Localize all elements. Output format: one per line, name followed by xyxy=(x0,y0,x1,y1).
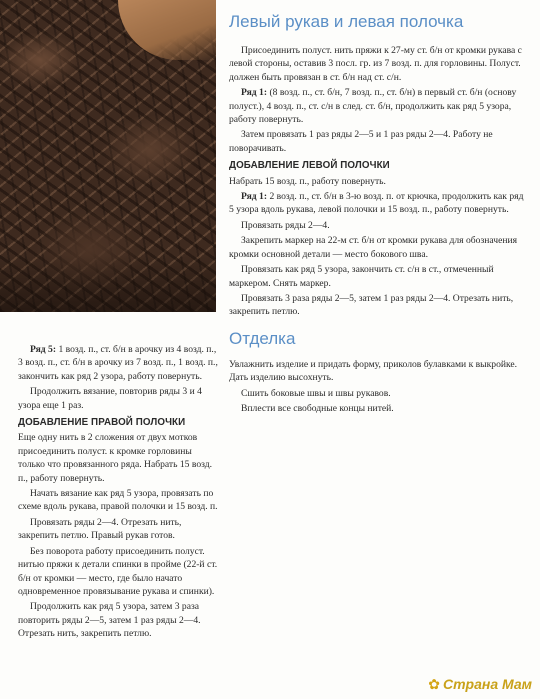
subheading-left-front: ДОБАВЛЕНИЕ ЛЕВОЙ ПОЛОЧКИ xyxy=(229,160,390,172)
flower-logo-icon: ✿ xyxy=(428,676,440,692)
paragraph: Присоединить полуст. нить пряжи к 27-му ст. б/н от кромки рукава с левой стороны, оставив 3 посл. гр. из 7 возд. п. для горловины. Полуст. должен быть провязан в ст. б/н над ст. с/н. xyxy=(229,45,522,83)
paragraph: Еще одну нить в 2 сложения от двух мотков присоединить полуст. к кромке горловины только что провязанного ряда. Набрать 15 возд. п., работу повернуть. xyxy=(18,432,213,484)
paragraph: Затем провязать 1 раз ряды 2—5 и 1 раз ряды 2—4. Работу не поворачивать. xyxy=(229,129,493,154)
watermark-text: Страна Мам xyxy=(442,676,532,692)
paragraph: Начать вязание как ряд 5 узора, провязать по схеме вдоль рукава, правой полочки и 15 возд. п. xyxy=(18,488,218,513)
watermark xyxy=(428,676,532,693)
row-1-paragraph xyxy=(229,86,529,126)
paragraph: Сшить боковые швы и швы рукавов. xyxy=(241,387,391,399)
row-text: 1 возд. п., ст. б/н в арочку из 4 возд. п., 3 возд. п., ст. б/н в арочку из 7 возд. п., 1 возд. п., закончить как ряд 2 узора, работу повернуть. xyxy=(18,344,218,382)
section-title-left-sleeve: Левый рукав и левая полочка xyxy=(229,12,464,31)
subheading-right-front: ДОБАВЛЕНИЕ ПРАВОЙ ПОЛОЧКИ xyxy=(18,417,186,429)
paragraph: Провязать 3 раза ряды 2—5, затем 1 раз ряды 2—4. Отрезать нить, закрепить петлю. xyxy=(229,292,514,318)
row-label: Ряд 1: xyxy=(241,87,268,99)
photo-leather-detail xyxy=(118,0,216,60)
paragraph: Продолжить вязание, повторив ряды 3 и 4 узора еще 1 раз. xyxy=(18,386,202,411)
row-label: Ряд 5: xyxy=(30,344,57,355)
paragraph: Провязать как ряд 5 узора, закончить ст. с/н в ст., отмеченный маркером. Снять маркер. xyxy=(229,264,494,289)
row-1b-paragraph xyxy=(229,190,529,217)
paragraph: Закрепить маркер на 22-м ст. б/н от кромки рукава для обозначения кромки основной детали — место бокового шва. xyxy=(229,235,518,260)
section-title-finishing: Отделка xyxy=(229,328,296,348)
left-column xyxy=(18,343,218,643)
photo-shadow xyxy=(0,255,216,312)
paragraph: Без поворота работу присоединить полуст. нитью пряжи к детали спинки в пройме (22-й ст. б/н от кромки — место, где было начато одновременное провязывание рукава и спинки). xyxy=(18,545,218,597)
paragraph: Набрать 15 возд. п., работу повернуть. xyxy=(229,175,386,187)
paragraph: Продолжить как ряд 5 узора, затем 3 раза повторить ряды 2—5, затем 1 раз ряды 2—4. Отрезать нить, закрепить петлю. xyxy=(18,601,201,640)
paragraph: Вплести все свободные концы нитей. xyxy=(241,402,394,414)
row-label: Ряд 1: xyxy=(241,191,268,203)
row-text: 2 возд. п., ст. б/н в 3-ю возд. п. от крючка, продолжить как ряд 5 узора вдоль рукава, левой полочки и 15 возд. п., работу повернуть. xyxy=(229,191,524,216)
paragraph: Провязать ряды 2—4. Отрезать нить, закрепить петлю. Правый рукав готов. xyxy=(18,516,182,542)
paragraph: Увлажнить изделие и придать форму, приколов булавками к выкройке. Дать изделию высохнуть. xyxy=(229,358,518,384)
crochet-photo xyxy=(0,0,216,312)
row-text: (8 возд. п., ст. б/н, 7 возд. п., ст. б/н) в первый ст. б/н (основу полуст.), 4 возд. п., ст. с/н в след. ст. б/н, продолжить как ряд 5 узора, работу повернуть. xyxy=(229,87,517,126)
row-5-paragraph xyxy=(18,343,218,383)
paragraph: Провязать ряды 2—4. xyxy=(241,219,330,231)
right-column xyxy=(229,12,529,417)
